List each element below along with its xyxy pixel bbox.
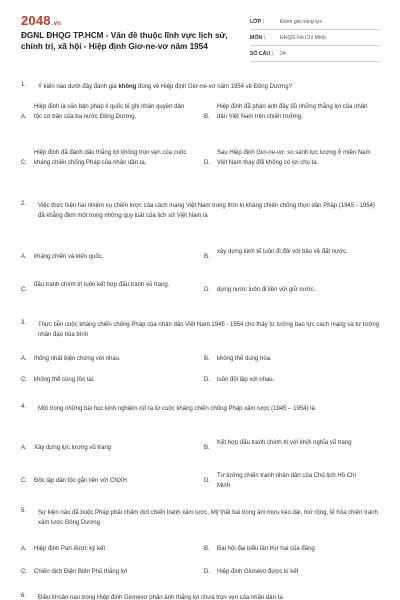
logo-suffix: .vn — [51, 21, 62, 27]
question-number: 2. — [21, 201, 27, 207]
option-text: kháng chiến và kiến quốc. — [34, 254, 104, 260]
option-d[interactable] — [204, 149, 383, 179]
question-text: Sự kiện nào đã buộc Pháp phải chấm dứt chiến tranh xâm lược, Mỹ thất bại trong âm mưu kéo dài, mở rộng, tế hóa chiến tranh xâm lược Đông Dương — [38, 510, 378, 526]
option-text: Hiệp định Pari được kỷ kết — [34, 546, 105, 552]
option-letter: D. — [204, 478, 210, 484]
option-text: Độc lập dân tộc gắn liền với CNXH — [34, 478, 127, 484]
option-text: xây dựng kinh tế luôn đi đôi với bảo vệ đất nước. — [217, 249, 348, 255]
option-letter: B. — [204, 445, 210, 451]
question-number: 1. — [21, 82, 27, 88]
option-letter: D. — [204, 377, 210, 383]
question-6 — [21, 593, 383, 600]
document-title: ĐGNL ĐHQG TP.HCM - Vấn đề thuộc lĩnh vực lịch sử, chính trị, xã hội - Hiệp định Giơ-ne-vơ năm 1954 — [21, 31, 228, 51]
question-text: Điều khoản nào trong Hiệp định Giơnevơ phản ánh thắng lợi chưa trọn vẹn của nhân dân ta — [38, 595, 283, 600]
option-text: Chiến dịch Điện Biên Phủ thắng lợi — [34, 569, 128, 575]
option-text: Hiệp định đã phản ánh đầy đủ những thắng lợi của nhân dân Việt Nam trên chiến trường. — [217, 104, 368, 120]
option-text: dựng nước luôn đi liền với giữ nước. — [217, 287, 316, 293]
option-letter: C. — [21, 377, 27, 383]
meta-key: LỚP : — [250, 18, 265, 25]
option-text: luôn đối lập với nhau. — [217, 377, 275, 383]
logo-text: 2048 — [21, 13, 51, 28]
question-number: 6. — [21, 593, 27, 599]
question-text-part: đúng về Hiệp định Giơ-ne-vơ năm 1954 về Đông Dương? — [136, 84, 292, 90]
option-text: thống nhất biện chứng với nhau. — [34, 356, 121, 362]
meta-value: Đánh giá năng lực — [280, 18, 323, 25]
meta-row-count — [250, 46, 380, 62]
meta-value: ĐHQG Hồ Chí Minh — [280, 34, 326, 41]
meta-value: 24 — [280, 50, 286, 57]
option-letter: C. — [21, 478, 27, 484]
option-letter: A. — [21, 356, 27, 362]
option-b[interactable] — [204, 103, 383, 133]
option-text: Sau Hiệp định Giơ-ne-vơ, so sánh lực lượng ở miền Nam Việt Nam thay đổi không có lợi cho ta. — [217, 150, 371, 166]
question-1 — [21, 82, 383, 187]
question-text-part: Ý kiến nào dưới đây đánh giá — [38, 84, 119, 90]
question-text: Việc thực hiện hai nhiệm vụ chiến lược của cách mạng Việt Nam trong thời kì kháng chiến chống thực dân Pháp (1945 - 1954) đã khẳng định một trong những quy luật của lịch sử Việt Nam là — [38, 203, 375, 219]
option-c[interactable] — [21, 149, 196, 179]
option-letter: A. — [21, 546, 27, 552]
option-text: Hiệp định là văn bản pháp lí quốc tế ghi nhận quyền dân tộc cơ bản của ba nước Đông Dương. — [34, 104, 185, 120]
question-5 — [21, 508, 383, 588]
question-4 — [21, 404, 383, 494]
option-text: không thể dung hòa. — [217, 356, 272, 362]
option-letter: A. — [21, 114, 27, 120]
option-a[interactable] — [21, 103, 196, 133]
question-keyword: không — [118, 84, 137, 90]
question-number: 3. — [21, 320, 27, 326]
option-letter: D. — [204, 160, 210, 166]
option-text: Đại hội đại biểu lần thứ hai của đảng — [217, 546, 315, 552]
meta-key: MÔN : — [250, 34, 266, 41]
option-text: đấu tranh chính trị luôn kết hợp đấu tranh vũ trang. — [34, 282, 170, 288]
option-text: Xây dựng lực lượng vũ trang — [34, 445, 112, 451]
question-number: 4. — [21, 404, 27, 410]
option-letter: C. — [21, 569, 27, 575]
meta-row-subject — [250, 30, 380, 46]
option-text: Kết hợp đấu tranh chính trị với khởi nghĩa vũ trang — [217, 440, 352, 446]
option-letter: B. — [204, 114, 210, 120]
option-text: Hiệp định Gionevo được kí kết — [217, 569, 299, 575]
option-letter: D. — [204, 569, 210, 575]
question-text: Thực tiễn cuộc kháng chiến chống Pháp của nhân dân Việt Nam 1945 - 1954 cho thấy tư tưởng bạo lực cách mạng và tư tưởng nhân đạo hòa bình — [38, 322, 380, 338]
document-header — [0, 0, 400, 62]
site-logo[interactable] — [21, 13, 61, 28]
option-letter: B. — [204, 356, 210, 362]
option-letter: A. — [21, 254, 27, 260]
question-2 — [21, 201, 383, 311]
option-letter: C. — [21, 287, 27, 293]
option-text: Tư tưởng chiến tranh nhân dân của Chủ tịch Hồ Chí Minh — [217, 473, 357, 489]
option-text: không thể cùng tồn tại. — [34, 377, 95, 383]
question-3 — [21, 320, 383, 390]
option-letter: A. — [21, 445, 27, 451]
question-number: 5. — [21, 508, 27, 514]
option-letter: B. — [204, 546, 210, 552]
option-letter: B. — [204, 254, 210, 260]
meta-row-class — [250, 14, 380, 30]
option-letter: C. — [21, 160, 27, 166]
question-text: Một trong những bài học kinh nghiệm rút ra từ cuộc kháng chiến chống Pháp xâm lược (1945 – 1954) là — [38, 406, 315, 412]
option-letter: D. — [204, 287, 210, 293]
question-text — [38, 82, 383, 92]
meta-table — [250, 14, 380, 62]
option-text: Hiệp định đã đánh dấu thắng lợi không trọn vẹn của cuộc kháng chiến chống Pháp của nhân dân ta. — [34, 150, 187, 166]
meta-key: SỐ CÂU : — [250, 50, 274, 57]
